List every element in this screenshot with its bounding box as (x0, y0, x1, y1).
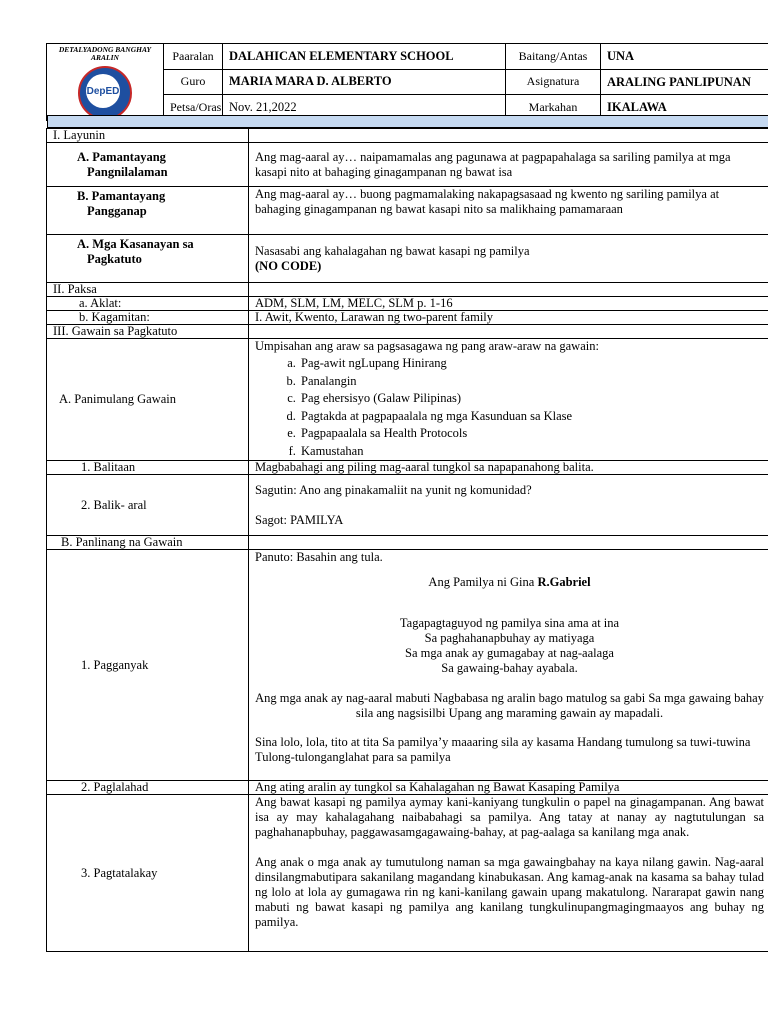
paglalahad-text: Ang ating aralin ay tungkol sa Kahalagahan ng Bawat Kasaping Pamilya (249, 781, 768, 795)
balitaan-text: Magbabahagi ang piling mag-aaral tungkol sa napapanahong balita. (249, 461, 768, 475)
date-label: Petsa/Oras (164, 95, 223, 121)
poem-line: Sa mga anak ay gumagabay at nag-aalaga (405, 646, 614, 660)
kagamitan-label: b. Kagamitan: (47, 311, 249, 325)
poem-title-text: Ang Pamilya ni Gina (428, 575, 538, 589)
panlinang-empty (249, 536, 768, 550)
header-table (46, 43, 768, 121)
list-item: e. Pagpapaalala sa Health Protocols (299, 425, 764, 443)
teacher-value: MARIA MARA D. ALBERTO (223, 69, 506, 95)
balik-aral-content (249, 475, 768, 536)
aklat-label: a. Aklat: (47, 297, 249, 311)
panimula-content (249, 339, 768, 461)
school-label: Paaralan (164, 44, 223, 70)
layunin-empty (249, 129, 768, 143)
panuto: Panuto: Basahin ang tula. (255, 550, 383, 564)
poem-title (255, 575, 764, 590)
list-item: f. Kamustahan (299, 443, 764, 461)
logo-cell (47, 44, 164, 121)
panlinang-title: B. Panlinang na Gawain (47, 536, 249, 550)
poem-author: R.Gabriel (537, 575, 591, 589)
pamantayang-pangganap-text: Ang mag-aaral ay… buong pagmamalaking nakapagsasaad ng kwento ng sariling pamilya at bahaging ginagampanan ng bawat kasapi nito sa malikhaing pamamaraan (249, 187, 768, 235)
deped-seal-text: DepED (86, 74, 120, 108)
a-label-2: Pangnilalaman (87, 164, 168, 179)
quarter-label: Markahan (506, 95, 601, 121)
pamantayang-pangganap-label (47, 187, 249, 235)
balik-aral-label: 2. Balik- aral (47, 475, 249, 536)
kasanayan-code: (NO CODE) (255, 258, 322, 273)
pamantayang-pangnilalaman-text: Ang mag-aaral ay… naipamamalas ang pagunawa at pagpapahalaga sa sariling pamilya at mga kasapi nito at bahaging ginagampanan ng bawat isa (249, 143, 768, 187)
balitaan-label: 1. Balitaan (47, 461, 249, 475)
poem-stanza-3: Sina lolo, lola, tito at tita Sa pamilya’y maaaring sila ay kasama Handang tumulong sa tuwi-tuwina Tulong-tulonganglahat para sa pamilya (255, 735, 751, 764)
school-value: DALAHICAN ELEMENTARY SCHOOL (223, 44, 506, 70)
pagtatalakay-label: 3. Pagtatalakay (47, 795, 249, 952)
date-value: Nov. 21,2022 (223, 95, 506, 121)
subject-label: Asignatura (506, 69, 601, 95)
list-item: b. Panalangin (299, 373, 764, 391)
balik-aral-answer: Sagot: PAMILYA (255, 512, 344, 527)
grade-value: UNA (601, 44, 768, 70)
gawain-title: III. Gawain sa Pagkatuto (47, 325, 249, 339)
grade-label: Baitang/Antas (506, 44, 601, 70)
paksa-title: II. Paksa (47, 283, 249, 297)
aklat-value: ADM, SLM, LM, MELC, SLM p. 1-16 (249, 297, 768, 311)
pagtatalakay-content (249, 795, 768, 952)
layunin-title: I. Layunin (47, 129, 249, 143)
deped-seal-icon (78, 66, 132, 120)
header-separator-band (47, 115, 768, 128)
poem-stanza-2: Ang mga anak ay nag-aaral mabuti Nagbabasa ng aralin bago matulog sa gabi Sa mga gawaing bahay sila ang nagsisilbi Upang ang maraming gawain ay mapadali. (255, 691, 764, 720)
c-label-2: Pagkatuto (87, 252, 142, 266)
quarter-value: IKALAWA (601, 95, 768, 121)
b-label-2: Pangganap (87, 204, 147, 218)
kagamitan-value: I. Awit, Kwento, Larawan ng two-parent family (249, 311, 768, 325)
panimula-list (255, 355, 764, 460)
poem-line: Sa gawaing-bahay ayabala. (441, 661, 578, 675)
list-item: c. Pag ehersisyo (Galaw Pilipinas) (299, 390, 764, 408)
paglalahad-label: 2. Paglalahad (47, 781, 249, 795)
pagganyak-content (249, 550, 768, 781)
poem-line: Tagapagtaguyod ng pamilya sina ama at ina (399, 616, 620, 630)
teacher-label: Guro (164, 69, 223, 95)
panimula-label: A. Panimulang Gawain (47, 339, 249, 461)
lesson-plan-table (46, 128, 768, 952)
poem-line: Sa paghahanapbuhay ay matiyaga (424, 631, 595, 645)
pamantayang-pangnilalaman-label (47, 143, 249, 187)
pagtatalakay-p2: Ang anak o mga anak ay tumutulong naman sa mga gawaingbahay na kaya nilang gawin. Nag-aaral dinsilangmabutipara sakanilang magandang kinabukasan. Ang kamag-anak na kasama sa bahay tulad ng lolo at lola ay gumagawa rin ng kani-kanilang gawain upang makatulong. Nararapat gawin nang mabuti ng bawat kasapi ng pamilya ang kanilang tungkulinupangmagingmaayos ang buhay ng pamilya. (255, 855, 764, 929)
subject-value: ARALING PANLIPUNAN (601, 69, 768, 95)
kasanayan-statement: Nasasabi ang kahalagahan ng bawat kasapi ng pamilya (255, 243, 530, 258)
kasanayan-text (249, 235, 768, 283)
a-label-1: A. Pamantayang (77, 149, 166, 164)
panimula-intro: Umpisahan ang araw sa pagsasagawa ng pang araw-araw na gawain: (255, 339, 599, 353)
balik-aral-question: Sagutin: Ano ang pinakamaliit na yunit ng komunidad? (255, 482, 532, 497)
list-item: a. Pag-awit ngLupang Hinirang (299, 355, 764, 373)
gawain-empty (249, 325, 768, 339)
pagtatalakay-p1: Ang bawat kasapi ng pamilya aymay kani-kaniyang tungkulin o papel na ginagampanan. Ang bawat isa ay may kahalagahang naibabahagi sa pamilya. Ang tatay at nanay ay nagtutulungan sa paghahanapbuhay, paggawasamgagawaing-bahay, at pag-aalaga sa kanilang mga anak. (255, 795, 764, 839)
logo-title: DETALYADONG BANGHAY ARALIN (58, 45, 152, 62)
pagganyak-label: 1. Pagganyak (47, 550, 249, 781)
kasanayan-label (47, 235, 249, 283)
b-label-1: B. Pamantayang (77, 189, 166, 203)
list-item: d. Pagtakda at pagpapaalala ng mga Kasunduan sa Klase (299, 408, 764, 426)
poem-stanza-1 (255, 616, 764, 676)
c-label-1: A. Mga Kasanayan sa (77, 237, 194, 251)
paksa-empty (249, 283, 768, 297)
